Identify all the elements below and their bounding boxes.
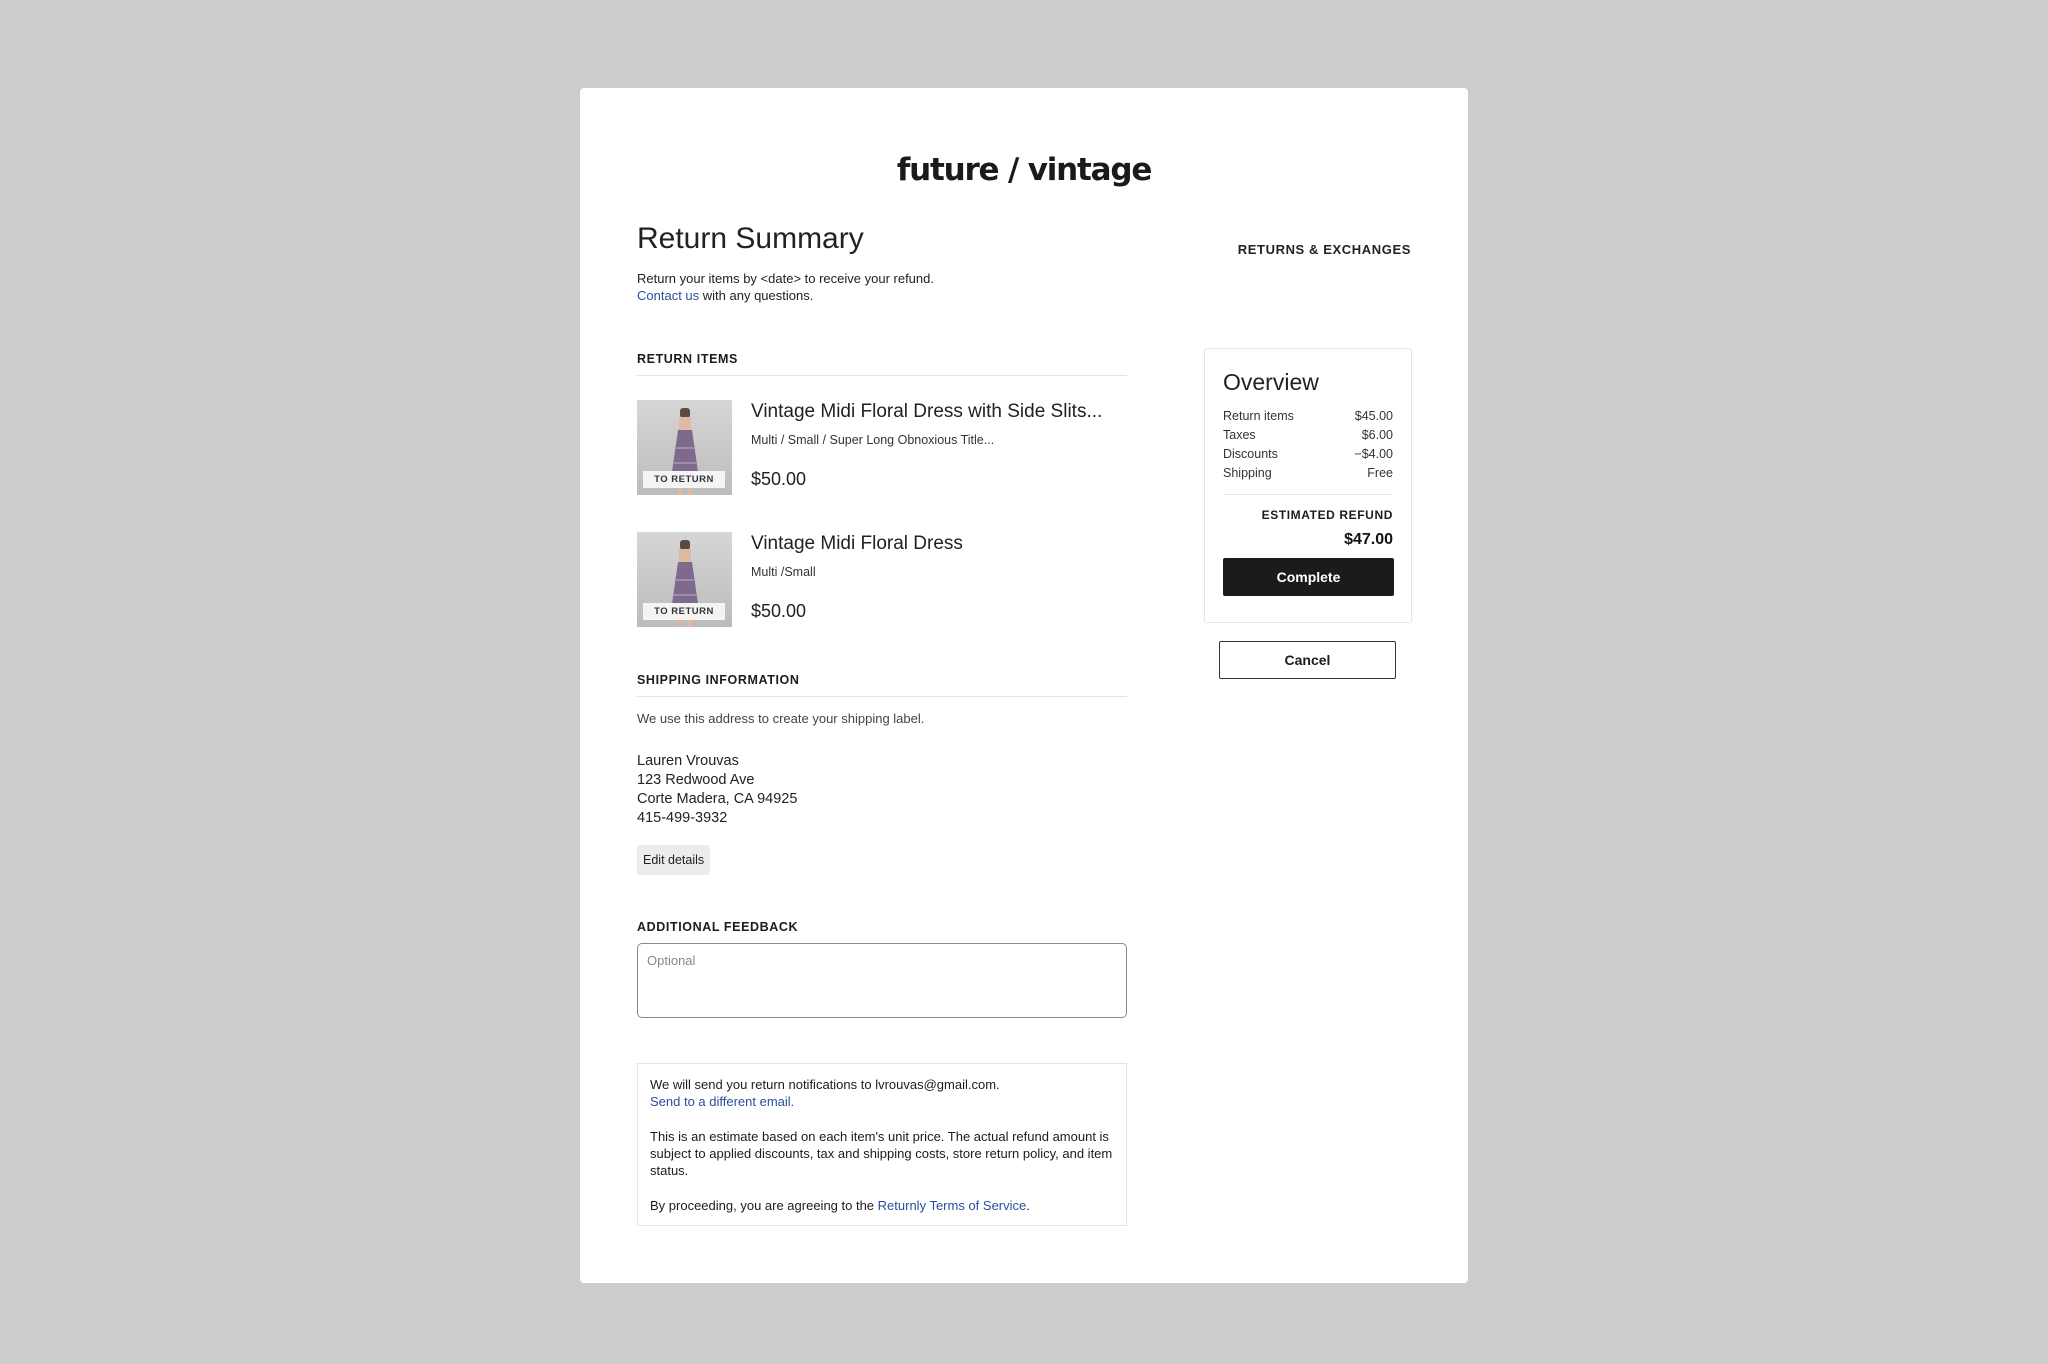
estimate-disclaimer: This is an estimate based on each item's unit price. The actual refund amount is subject to applied discounts, tax and shipping costs, store return policy, and item status. bbox=[650, 1128, 1113, 1179]
shipping-note: We use this address to create your shipping label. bbox=[637, 711, 925, 726]
complete-button[interactable]: Complete bbox=[1223, 558, 1394, 596]
different-email-link[interactable]: Send to a different email. bbox=[650, 1094, 795, 1110]
terms-suffix: . bbox=[1026, 1198, 1030, 1214]
intro-text bbox=[637, 270, 934, 304]
to-return-badge: TO RETURN bbox=[643, 603, 725, 620]
product-thumbnail bbox=[637, 532, 732, 627]
to-return-badge: TO RETURN bbox=[643, 471, 725, 488]
row-label: Shipping bbox=[1223, 466, 1272, 480]
feedback-heading: ADDITIONAL FEEDBACK bbox=[637, 920, 799, 934]
address-name: Lauren Vrouvas bbox=[637, 753, 739, 769]
email-line: We will send you return notifications to lvrouvas@gmail.com. bbox=[650, 1077, 1000, 1092]
edit-details-button[interactable]: Edit details bbox=[637, 845, 710, 875]
contact-suffix: with any questions. bbox=[699, 288, 814, 303]
return-items-heading: RETURN ITEMS bbox=[637, 352, 1127, 376]
row-label: Taxes bbox=[1223, 428, 1256, 442]
row-value: $6.00 bbox=[1361, 428, 1393, 442]
item-variant: Multi /Small bbox=[751, 565, 816, 579]
row-value: $45.00 bbox=[1354, 409, 1393, 423]
overview-row-shipping bbox=[1223, 464, 1393, 483]
row-value: Free bbox=[1367, 466, 1393, 480]
terms-of-service-link[interactable]: Returnly Terms of Service bbox=[877, 1198, 1027, 1214]
overview-title: Overview bbox=[1223, 369, 1319, 395]
product-thumbnail bbox=[637, 400, 732, 495]
terms-prefix: By proceeding, you are agreeing to the bbox=[650, 1198, 878, 1214]
return-item bbox=[637, 532, 1127, 627]
row-label: Return items bbox=[1223, 409, 1294, 423]
item-name: Vintage Midi Floral Dress bbox=[751, 533, 963, 554]
overview-panel bbox=[1204, 348, 1412, 623]
contact-line bbox=[637, 287, 934, 304]
brand-logo[interactable]: future / vintage bbox=[896, 152, 1152, 188]
return-item bbox=[637, 400, 1127, 495]
item-name: Vintage Midi Floral Dress with Side Slits... bbox=[751, 401, 1103, 422]
item-price: $50.00 bbox=[751, 469, 807, 489]
address-city: Corte Madera, CA 94925 bbox=[637, 791, 798, 807]
address-street: 123 Redwood Ave bbox=[637, 772, 755, 788]
returns-exchanges-link[interactable]: RETURNS & EXCHANGES bbox=[1237, 242, 1411, 257]
overview-row-taxes bbox=[1223, 426, 1393, 445]
address-phone: 415-499-3932 bbox=[637, 810, 728, 826]
feedback-input[interactable] bbox=[637, 943, 1127, 1018]
shipping-heading: SHIPPING INFORMATION bbox=[637, 673, 1127, 697]
item-variant: Multi / Small / Super Long Obnoxious Title... bbox=[751, 433, 995, 447]
estimated-refund-label: ESTIMATED REFUND bbox=[1261, 508, 1393, 522]
overview-row-return-items bbox=[1223, 407, 1393, 426]
terms-line bbox=[650, 1197, 1114, 1214]
legal-notice bbox=[637, 1063, 1127, 1226]
row-label: Discounts bbox=[1223, 447, 1278, 461]
item-price: $50.00 bbox=[751, 601, 807, 621]
contact-us-link[interactable]: Contact us bbox=[637, 288, 700, 303]
return-deadline-text: Return your items by <date> to receive your refund. bbox=[637, 271, 934, 286]
shipping-address bbox=[637, 752, 797, 828]
return-summary-card bbox=[580, 88, 1468, 1283]
row-value: −$4.00 bbox=[1354, 447, 1393, 461]
overview-row-discounts bbox=[1223, 445, 1393, 464]
overview-divider bbox=[1223, 494, 1393, 495]
cancel-button[interactable]: Cancel bbox=[1219, 641, 1396, 679]
email-notice bbox=[650, 1076, 1114, 1111]
page-title: Return Summary bbox=[637, 222, 864, 255]
estimated-refund-value: $47.00 bbox=[1344, 531, 1393, 548]
